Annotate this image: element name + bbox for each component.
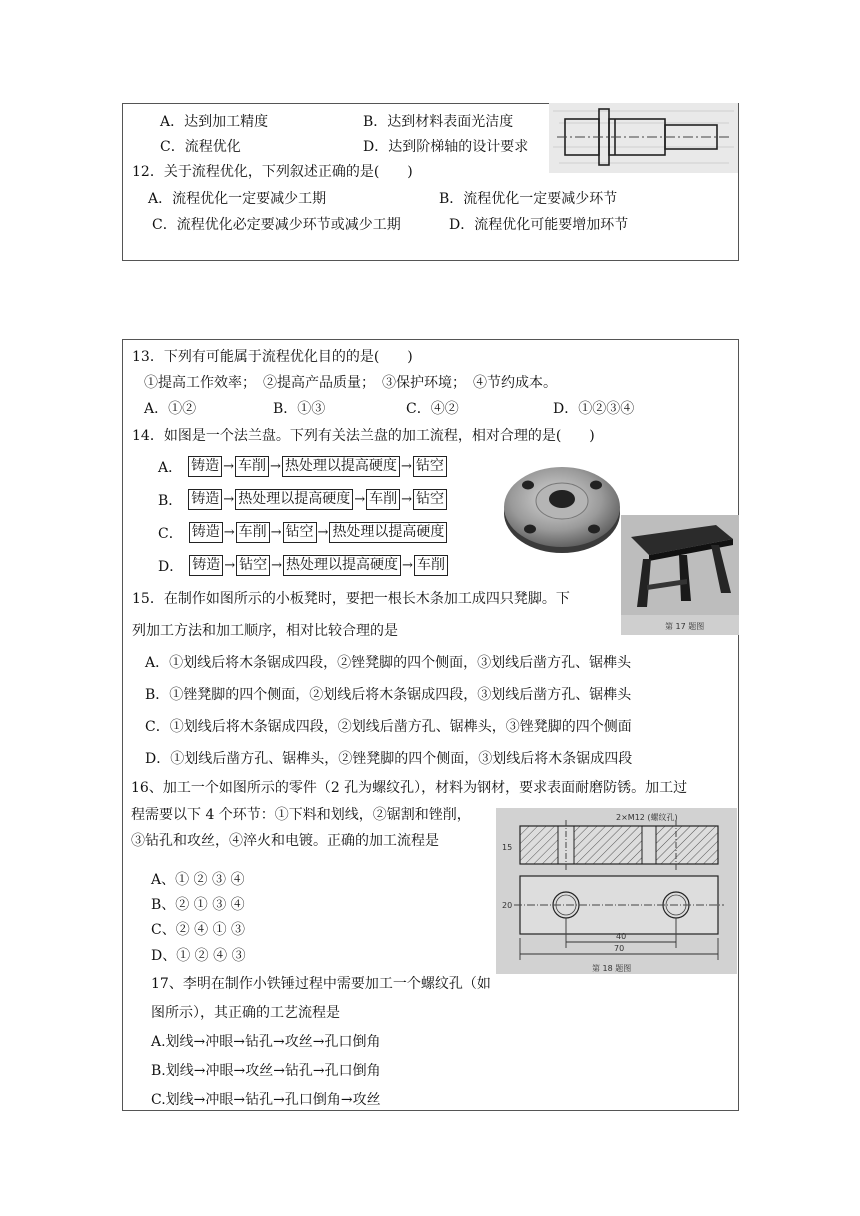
- q14-option-c: [158, 522, 447, 543]
- q12-stem: 12．关于流程优化，下列叙述正确的是( ): [132, 164, 413, 180]
- q12-option-b: B．流程优化一定要减少环节: [439, 191, 618, 207]
- process-step: 热处理以提高硬度: [282, 456, 400, 477]
- option-label: D．: [158, 558, 184, 575]
- process-step: 热处理以提高硬度: [283, 555, 401, 576]
- q13-option-c: C．④②: [406, 401, 459, 417]
- part-figure-caption: 第 18 题图: [592, 964, 632, 973]
- q12-option-d: D．流程优化可能要增加环节: [449, 217, 629, 233]
- q17-option-b: B.划线→冲眼→攻丝→钻孔→孔口倒角: [151, 1063, 381, 1079]
- arrow: →: [271, 558, 283, 573]
- process-step: 钻空: [413, 489, 447, 510]
- q16-option-c: C、② ④ ① ③: [151, 922, 246, 938]
- q15-stem-line-2: 列加工方法和加工顺序，相对比较合理的是: [132, 623, 398, 639]
- q13-stem: 13．下列有可能属于流程优化目的的是( ): [132, 349, 413, 365]
- q13-option-b: B．①③: [273, 401, 326, 417]
- dim-70: 70: [614, 944, 625, 953]
- q14-stem: 14．如图是一个法兰盘。下列有关法兰盘的加工流程，相对合理的是( ): [132, 428, 595, 444]
- dim-15: 15: [502, 843, 513, 852]
- q13-option-d: D．①②③④: [553, 401, 635, 417]
- arrow: →: [354, 492, 366, 507]
- q16-option-b: B、② ① ③ ④: [151, 897, 245, 913]
- q12-option-c: C．流程优化必定要减少环节或减少工期: [152, 217, 401, 233]
- q14-option-b: [158, 489, 447, 510]
- q16-option-a: A、① ② ③ ④: [151, 872, 245, 888]
- arrow: →: [317, 525, 329, 540]
- q13-option-a: A．①②: [144, 401, 197, 417]
- q16-stem-line-2: 程需要以下 4 个环节：①下料和划线，②锯割和锉削，: [131, 807, 471, 823]
- arrow: →: [400, 459, 412, 474]
- arrow: →: [401, 492, 413, 507]
- part-technical-drawing: [496, 808, 737, 974]
- flange-photo: [500, 455, 624, 555]
- q15-stem-line-1: 15．在制作如图所示的小板凳时，要把一根长木条加工成四只凳脚。下: [132, 591, 570, 607]
- q12-option-a: A．流程优化一定要减少工期: [148, 191, 327, 207]
- q15-option-a: A．①划线后将木条锯成四段，②锉凳脚的四个侧面，③划线后凿方孔、锯榫头: [145, 655, 632, 671]
- option-label: B．: [158, 492, 183, 509]
- q14-option-a: [158, 456, 447, 477]
- q11-option-a: A．达到加工精度: [160, 114, 269, 130]
- q13-items: ①提高工作效率； ②提高产品质量； ③保护环境； ④节约成本。: [144, 375, 557, 391]
- process-step: 铸造: [189, 555, 223, 576]
- q11-option-c: C．流程优化: [160, 139, 241, 155]
- stool-figure-caption: 第 17 题图: [665, 622, 705, 631]
- q16-option-d: D、① ② ④ ③: [151, 948, 246, 964]
- q14-option-d: [158, 555, 448, 576]
- q17-option-c: C.划线→冲眼→钻孔→孔口倒角→攻丝: [151, 1092, 381, 1108]
- option-label: C．: [158, 525, 183, 542]
- dim-20: 20: [502, 901, 513, 910]
- arrow: →: [270, 525, 282, 540]
- process-step: 钻空: [236, 555, 270, 576]
- q11-option-d: D．达到阶梯轴的设计要求: [363, 139, 529, 155]
- q15-option-d: D．①划线后凿方孔、锯榫头，②锉凳脚的四个侧面，③划线后将木条锯成四段: [145, 751, 633, 767]
- process-step: 车削: [414, 555, 448, 576]
- process-step: 铸造: [188, 489, 222, 510]
- process-step: 钻空: [413, 456, 447, 477]
- q15-option-b: B．①锉凳脚的四个侧面，②划线后将木条锯成四段，③划线后凿方孔、锯榫头: [145, 687, 632, 703]
- q16-stem-line-1: 16、加工一个如图所示的零件（2 孔为螺纹孔），材料为钢材，要求表面耐磨防锈。加工过: [131, 780, 688, 796]
- process-step: 铸造: [189, 522, 223, 543]
- arrow: →: [402, 558, 413, 573]
- process-step: 热处理以提高硬度: [329, 522, 447, 543]
- process-step: 热处理以提高硬度: [235, 489, 353, 510]
- process-step: 车削: [366, 489, 400, 510]
- stool-photo: [621, 515, 739, 635]
- q17-option-a: A.划线→冲眼→钻孔→攻丝→孔口倒角: [151, 1034, 381, 1050]
- dim-40: 40: [616, 932, 627, 941]
- q15-option-c: C．①划线后将木条锯成四段，②划线后凿方孔、锯榫头，③锉凳脚的四个侧面: [145, 719, 632, 735]
- arrow: →: [223, 492, 235, 507]
- q11-option-b: B．达到材料表面光洁度: [363, 114, 514, 130]
- thread-hole-label: 2×M12 (螺纹孔): [616, 813, 678, 822]
- stepped-shaft-figure: [549, 103, 738, 173]
- arrow: →: [224, 558, 236, 573]
- process-step: 车削: [236, 522, 270, 543]
- process-step: 钻空: [283, 522, 317, 543]
- arrow: →: [223, 525, 235, 540]
- q16-stem-line-3: ③钻孔和攻丝，④淬火和电镀。正确的加工流程是: [131, 833, 439, 849]
- option-label: A．: [158, 459, 183, 476]
- process-step: 铸造: [188, 456, 222, 477]
- process-step: 车削: [235, 456, 269, 477]
- q17-stem-line-2: 图所示），其正确的工艺流程是: [151, 1005, 340, 1021]
- arrow: →: [223, 459, 235, 474]
- arrow: →: [270, 459, 281, 474]
- q17-stem-line-1: 17、李明在制作小铁锤过程中需要加工一个螺纹孔（如: [151, 976, 491, 992]
